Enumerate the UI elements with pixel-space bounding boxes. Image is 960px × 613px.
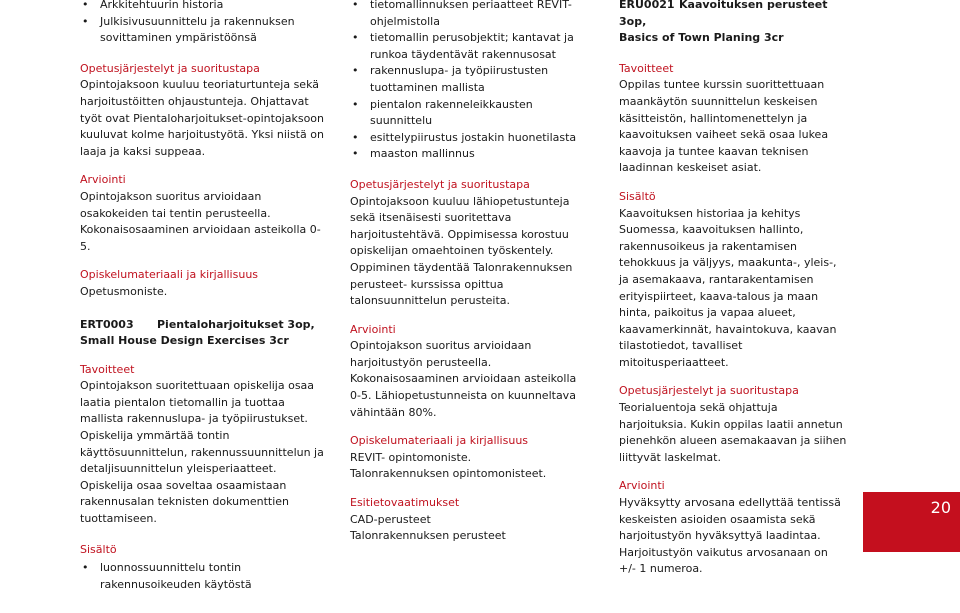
section-heading: Tavoitteet	[80, 362, 135, 376]
section-heading: Esitietovaatimukset	[350, 496, 460, 510]
list-item: • luonnossuunnittelu tontin rakennusoikeuden käytöstä	[80, 560, 330, 593]
course-title: Kaavoituksen perusteet 3op,	[619, 0, 828, 28]
section-text: Opintojakson suoritus arvioidaan osakokeiden tai tentin perusteella. Kokonaisosaaminen arvioidaan asteikolla 0-5.	[80, 189, 321, 253]
page-number-box	[863, 492, 960, 548]
list-item: • esittelypiirustus jostakin huonetilasta	[350, 130, 590, 147]
section-text: Kaavoituksen historiaa ja kehitys Suomessa, kaavoituksen hallinto, rakennusoikeus ja rakentamisen tehokkuus ja väljyys, maakunta-, yleis-, ja asemakaava, rantarakentamisen erityispiirteet, kaava-talous ja maan hinta, paikoitus ja vapaa alueet, kaavamerkinnät, havaintokuva, kaavan tilastotiedot, tavalliset mitoitusperiaatteet.	[619, 206, 837, 369]
course-title: Pientaloharjoitukset 3op,	[157, 317, 315, 331]
list-item: • tietomallinnuksen periaatteet REVIT-ohjelmistolla	[350, 0, 590, 30]
section-text: Hyväksytty arvosana edellyttää tentissä keskeisten asioiden osaamista sekä harjoitustyön hyväksyttyä laadintaa. Harjoitustyön vaikutus arvosanaan on +/- 1 numeroa.	[619, 496, 841, 576]
course-subtitle: Basics of Town Planing 3cr	[619, 31, 784, 45]
list-item: • Julkisivusuunnittelu ja rakennuksen sovittaminen ympäristöönsä	[80, 14, 330, 47]
section-text: CAD-perusteet	[350, 512, 431, 526]
section-text: Oppilas tuntee kurssin suorittettuaan maankäytön suunnittelun keskeisen käsitteistön, hallintomenettelyn ja kaavoituksen vaiheet sekä osaa lukea kaavoja ja tuntee kaavan teknisen laadinnan keskeiset asiat.	[619, 78, 829, 175]
section-text: Opetusmoniste.	[80, 284, 168, 298]
list-item: • tietomallin perusobjektit; kantavat ja runkoa täydentävät rakennusosat	[350, 30, 590, 63]
page-number: 20	[930, 498, 951, 517]
course-subtitle: Small House Design Exercises 3cr	[80, 334, 289, 348]
section-heading: Opetusjärjestelyt ja suoritustapa	[350, 177, 530, 191]
list-item: • pientalon rakenneleikkausten suunnittelu	[350, 97, 590, 130]
section-heading: Opetusjärjestelyt ja suoritustapa	[80, 61, 260, 75]
section-heading: Opiskelumateriaali ja kirjallisuus	[80, 268, 259, 282]
section-text: Talonrakennuksen perusteet	[350, 529, 506, 543]
section-text: Opintojakson suoritettuaan opiskelija osaa laatia pientalon tietomallin ja tuottaa mallista rakennuslupa- ja työpiirustukset. Opiskelija ymmärtää tontin käyttösuunnittelun, rakennussuunnittelun ja detaljisuunnittelun yleisperiaatteet. Opiskelija osaa soveltaa osaamistaan rakennusalan teknisten dokumenttien tuottamiseen.	[80, 379, 324, 526]
section-heading: Opiskelumateriaali ja kirjallisuus	[350, 434, 529, 448]
course-code: ERU0021	[619, 0, 675, 11]
page-number-underline	[863, 548, 960, 552]
section-heading: Tavoitteet	[619, 61, 674, 75]
column-2	[350, 0, 590, 545]
section-heading: Opetusjärjestelyt ja suoritustapa	[619, 384, 799, 398]
column-3	[619, 0, 847, 578]
section-heading: Arviointi	[350, 322, 396, 336]
section-text: Teorialuentoja sekä ohjattuja harjoituksia. Kukin oppilas laatii annetun pienehkön alueen asemakaavan ja siihen liittyvät laskelmat.	[619, 401, 847, 464]
section-heading: Arviointi	[619, 479, 665, 493]
course-heading	[80, 317, 330, 334]
section-heading: Arviointi	[80, 173, 126, 187]
column-1	[80, 0, 330, 593]
section-text: Talonrakennuksen opintomonisteet.	[350, 467, 547, 481]
section-heading: Sisältö	[619, 189, 656, 203]
course-code: ERT0003	[80, 317, 134, 331]
course-heading	[619, 0, 847, 30]
section-text: Opintojaksoon kuuluu teoriaturtunteja sekä harjoitustöitten ohjaustunteja. Ohjattavat työt ovat Pientaloharjoitukset-opintojaksoon kuuluvat kolme harjoitustyötä. Yksi niistä on laaja ja kaksi suppeaa.	[80, 78, 325, 158]
section-text: Opintojakson suoritus arvioidaan harjoitustyön perusteella. Kokonaisosaaminen arvioidaan asteikolla 0-5. Lähiopetustunneista on kuunneltava vähintään 80%.	[350, 339, 577, 419]
list-item: • maaston mallinnus	[350, 146, 590, 163]
section-heading: Sisältö	[80, 542, 117, 556]
section-text: Opintojaksoon kuuluu lähiopetustunteja sekä itsenäisesti suoritettava harjoitustehtävä. Oppimisessa korostuu opiskelijan omaehtoinen työskentely. Oppiminen täydentää Talonrakennuksen perusteet- kurssissa opittua talonsuunnittelun perusteita.	[350, 194, 573, 308]
section-text: REVIT- opintomoniste.	[350, 450, 472, 464]
list-item: • rakennuslupa- ja työpiirustusten tuottaminen mallista	[350, 63, 590, 96]
list-item: • Arkkitehtuurin historia	[80, 0, 330, 14]
